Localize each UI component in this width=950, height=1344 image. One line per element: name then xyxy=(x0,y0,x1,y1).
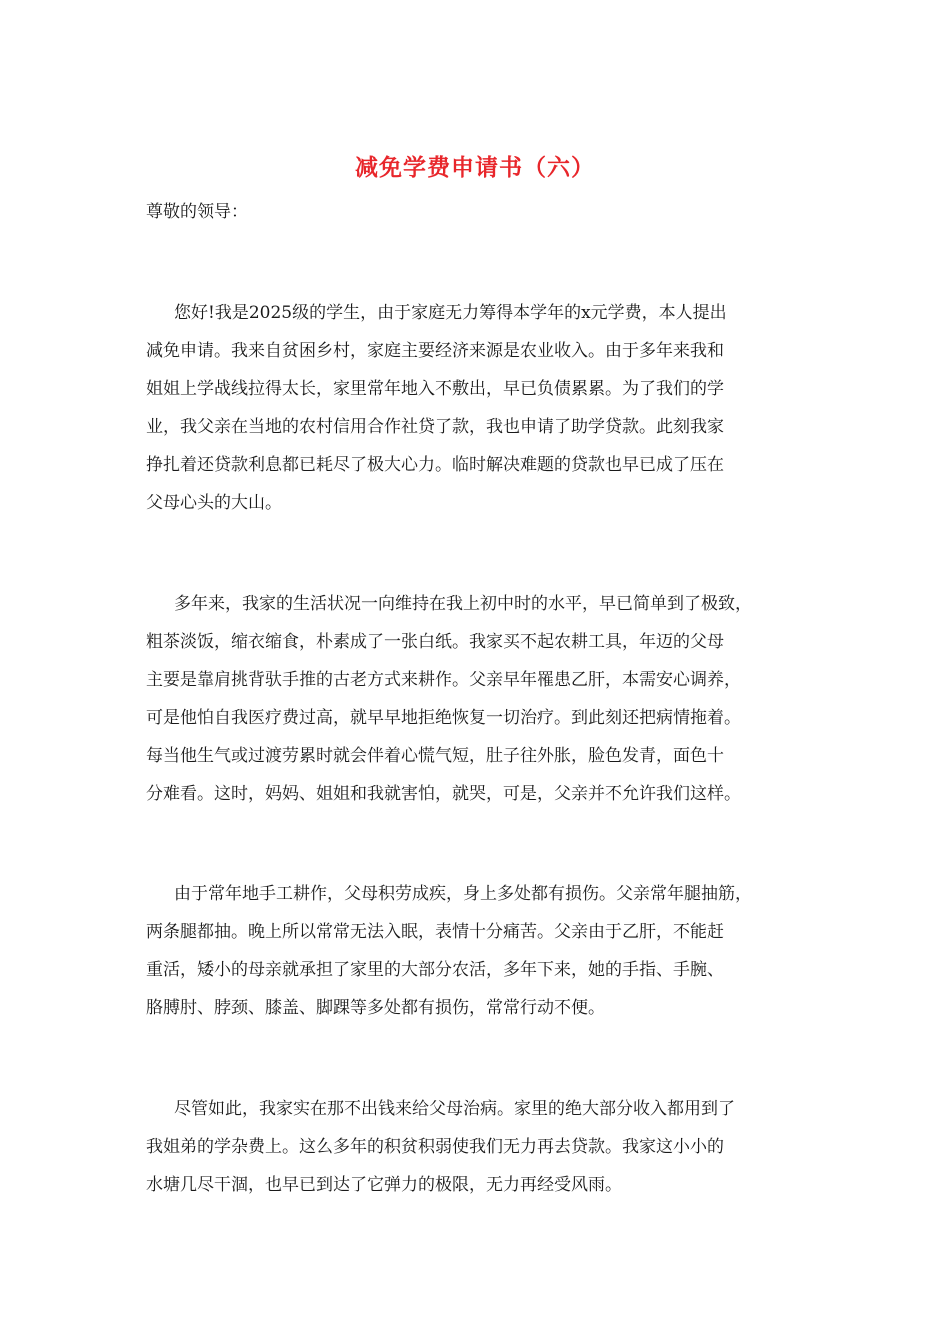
document-title: 减免学费申请书（六） xyxy=(355,154,595,181)
paragraph-line: 父母心头的大山。 xyxy=(146,493,282,513)
paragraph-3 xyxy=(146,880,826,1032)
paragraph-line: 我姐弟的学杂费上。这么多年的积贫积弱使我们无力再去贷款。我家这小小的 xyxy=(146,1137,724,1157)
paragraph-line: 水塘几尽干涸，也早已到达了它弹力的极限，无力再经受风雨。 xyxy=(146,1175,622,1195)
paragraph-line: 胳膊肘、脖颈、膝盖、脚踝等多处都有损伤，常常行动不便。 xyxy=(146,998,605,1018)
paragraph-line: 分难看。这时，妈妈、姐姐和我就害怕，就哭，可是，父亲并不允许我们这样。 xyxy=(146,784,741,804)
paragraph-line: 每当他生气或过渡劳累时就会伴着心慌气短，肚子往外胀，脸色发青，面色十 xyxy=(146,746,724,766)
paragraph-line: 减免申请。我来自贫困乡村，家庭主要经济来源是农业收入。由于多年来我和 xyxy=(146,341,724,361)
paragraph-2 xyxy=(146,590,826,818)
paragraph-1 xyxy=(146,299,826,527)
paragraph-line: 粗茶淡饭，缩衣缩食，朴素成了一张白纸。我家买不起农耕工具，年迈的父母 xyxy=(146,632,724,652)
paragraph-line: 尽管如此，我家实在那不出钱来给父母治病。家里的绝大部分收入都用到了 xyxy=(174,1099,735,1119)
paragraph-line: 挣扎着还贷款利息都已耗尽了极大心力。临时解决难题的贷款也早已成了压在 xyxy=(146,455,724,475)
paragraph-line: 业，我父亲在当地的农村信用合作社贷了款，我也申请了助学贷款。此刻我家 xyxy=(146,417,724,437)
paragraph-line: 重活，矮小的母亲就承担了家里的大部分农活，多年下来，她的手指、手腕、 xyxy=(146,960,724,980)
paragraph-line: 两条腿都抽。晚上所以常常无法入眠，表情十分痛苦。父亲由于乙肝，不能赶 xyxy=(146,922,724,942)
paragraph-line: 主要是靠肩挑背驮手推的古老方式来耕作。父亲早年罹患乙肝，本需安心调养， xyxy=(146,670,741,690)
paragraph-4 xyxy=(146,1095,826,1209)
paragraph-line: 可是他怕自我医疗费过高，就早早地拒绝恢复一切治疗。到此刻还把病情拖着。 xyxy=(146,708,741,728)
salutation: 尊敬的领导： xyxy=(146,202,248,222)
paragraph-line: 由于常年地手工耕作，父母积劳成疾，身上多处都有损伤。父亲常年腿抽筋， xyxy=(174,884,752,904)
paragraph-line: 姐姐上学战线拉得太长，家里常年地入不敷出，早已负债累累。为了我们的学 xyxy=(146,379,724,399)
paragraph-line: 您好!我是2025级的学生，由于家庭无力筹得本学年的x元学费，本人提出 xyxy=(174,303,727,323)
paragraph-line: 多年来，我家的生活状况一向维持在我上初中时的水平，早已简单到了极致， xyxy=(174,594,752,614)
